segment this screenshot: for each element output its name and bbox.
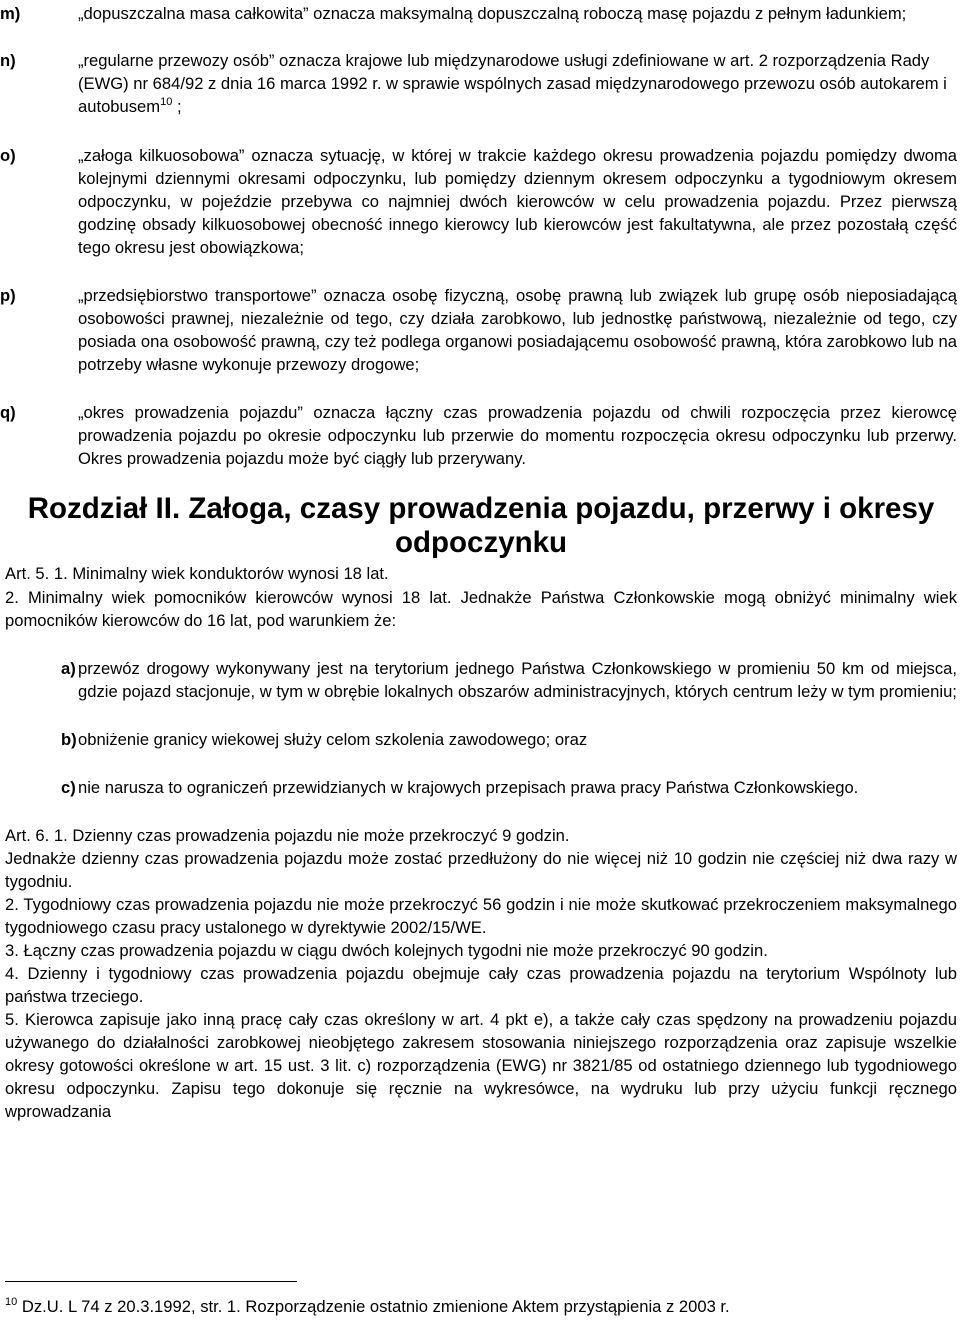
definition-text: „przedsiębiorstwo transportowe” oznacza osobę fizyczną, osobę prawną lub związek lub grupę osób nieposiadającą osobowości prawnej, niezależnie od tego, czy działa zarobkowo, lub jednostkę państwową, niezależnie od tego, czy posiada ona osobowość prawną, czy też podlega organowi posiadającemu osobowość prawną, która zarobkowo lub na potrzeby własne wykonuje przewozy drogowe; <box>78 286 957 374</box>
definition-label: q) <box>0 403 16 422</box>
art6-paragraph-5: 5. Kierowca zapisuje jako inną pracę cały czas określony w art. 4 pkt e), a także cały czas spędzony na prowadzeniu pojazdu używanego do działalności zarobkowej nieobjętego zakresem stosowania niniejszego rozporządzenia oraz zapisuje wszelkie okresy gotowości określone w art. 15 ust. 3 lit. c) rozporządzenia (EWG) nr 3821/85 od ostatniego dziennego lub tygodniowego okresu odpoczynku. Zapisu tego dokonuje się ręcznie na wykresówce, na wydruku lub przy użyciu funkcji ręcznego wprowadzania <box>5 1010 957 1121</box>
art5-item-c <box>5 776 957 799</box>
chapter-title: Rozdział II. Załoga, czasy prowadzenia pojazdu, przerwy i okresy odpoczynku <box>27 492 935 559</box>
art5-paragraph-1: Art. 5. 1. Minimalny wiek konduktorów wynosi 18 lat. <box>5 564 389 583</box>
definition-label: o) <box>0 146 16 165</box>
definition-text: „załoga kilkuosobowa” oznacza sytuację, w której w trakcie każdego okresu prowadzenia pojazdu pomiędzy dwoma kolejnymi dziennymi okresami odpoczynku, lub pomiędzy dziennym okresem odpoczynku a tygodniowym okresem odpoczynku, w pojeździe przebywa co najmniej dwóch kierowców w celu prowadzenia pojazdu. Przez pierwszą godzinę obsady kilkuosobowej obecność innego kierowcy lub kierowców jest fakultatywna, ale przez pozostałą część tego okresu jest obowiązkowa; <box>78 146 957 257</box>
definition-q <box>0 401 957 470</box>
art6-paragraph-3: 3. Łączny czas prowadzenia pojazdu w ciągu dwóch kolejnych tygodni nie może przekroczyć 90 godzin. <box>5 941 768 960</box>
art6-paragraph-2: 2. Tygodniowy czas prowadzenia pojazdu nie może przekroczyć 56 godzin i nie może skutkować przekroczeniem maksymalnego tygodniowego czasu pracy ustalonego w dyrektywie 2002/15/WE. <box>5 895 957 937</box>
definition-text: „dopuszczalna masa całkowita” oznacza maksymalną dopuszczalną roboczą masę pojazdu z pełnym ładunkiem; <box>78 4 907 23</box>
list-text: przewóz drogowy wykonywany jest na terytorium jednego Państwa Członkowskiego w promieniu 50 km od miejsca, gdzie pojazd stacjonuje, w tym w obrębie lokalnych obszarów administracyjnych, których centrum leży w tym promieniu; <box>78 659 957 701</box>
definition-label: m) <box>0 4 21 23</box>
footnote-separator <box>5 1281 297 1282</box>
list-text: obniżenie granicy wiekowej służy celom szkolenia zawodowego; oraz <box>78 730 588 749</box>
art6-paragraph-1: Art. 6. 1. Dzienny czas prowadzenia pojazdu nie może przekroczyć 9 godzin. <box>5 826 570 845</box>
footnote-reference[interactable]: 10 <box>160 96 173 108</box>
art5-item-a <box>5 657 957 703</box>
definition-label: n) <box>0 51 16 70</box>
list-label: c) <box>61 778 76 797</box>
art5-paragraph-2: 2. Minimalny wiek pomocników kierowców wynosi 18 lat. Jednakże Państwa Członkowskie mogą obniżyć minimalny wiek pomocników kierowców do 16 lat, pod warunkiem że: <box>5 588 957 630</box>
list-text: nie narusza to ograniczeń przewidzianych w krajowych przepisach prawa pracy Państwa Członkowskiego. <box>78 778 859 797</box>
definition-m <box>0 2 957 25</box>
footnote-number: 10 <box>5 1296 18 1308</box>
footnote-text: Dz.U. L 74 z 20.3.1992, str. 1. Rozporządzenie ostatnio zmienione Aktem przystąpienia z 2003 r. <box>17 1297 730 1316</box>
footnote <box>5 1295 955 1318</box>
definition-p <box>0 284 957 376</box>
definition-label: p) <box>0 286 16 305</box>
definition-tail: ; <box>172 97 182 116</box>
definition-o <box>0 144 957 259</box>
list-label: a) <box>61 659 76 678</box>
definition-text: „regularne przewozy osób” oznacza krajowe lub międzynarodowe usługi zdefiniowane w art. 2 rozporządzenia Rady (EWG) nr 684/92 z dnia 16 marca 1992 r. w sprawie wspólnych zasad międzynarodowego przewozu osób autokarem i autobusem <box>78 51 947 116</box>
art6-paragraph-1b: Jednakże dzienny czas prowadzenia pojazdu może zostać przedłużony do nie więcej niż 10 godzin nie częściej niż dwa razy w tygodniu. <box>5 849 957 891</box>
list-label: b) <box>61 730 77 749</box>
definition-n <box>0 49 957 118</box>
art5-item-b <box>5 728 957 751</box>
definition-text: „okres prowadzenia pojazdu” oznacza łączny czas prowadzenia pojazdu od chwili rozpoczęcia przez kierowcę prowadzenia pojazdu po okresie odpoczynku lub przerwie do momentu rozpoczęcia okresu odpoczynku lub przerwy. Okres prowadzenia pojazdu może być ciągły lub przerywany. <box>78 403 957 468</box>
art6-paragraph-4: 4. Dzienny i tygodniowy czas prowadzenia pojazdu obejmuje cały czas prowadzenia pojazdu na terytorium Wspólnoty lub państwa trzeciego. <box>5 964 957 1006</box>
